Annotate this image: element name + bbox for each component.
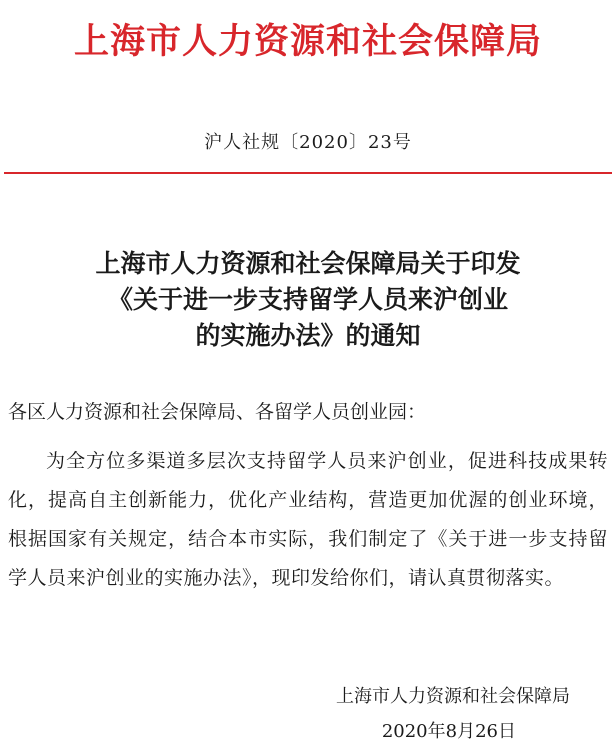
title-line-3: 的实施办法》的通知 <box>195 321 421 350</box>
document-title <box>0 246 616 354</box>
title-line-1: 上海市人力资源和社会保障局关于印发 <box>95 249 521 278</box>
body-paragraph: 为全方位多渠道多层次支持留学人员来沪创业，促进科技成果转化，提高自主创新能力，优化产业结构，营造更加优渥的创业环境，根据国家有关规定，结合本市实际，我们制定了《关于进一步支持留学人员来沪创业的实施办法》，现印发给你们，请认真贯彻落实。 <box>8 450 608 589</box>
addressee: 各区人力资源和社会保障局、各留学人员创业园： <box>8 401 427 423</box>
issue-date: 2020年8月26日 <box>381 721 516 742</box>
document-number: 沪人社规〔2020〕23号 <box>204 132 412 153</box>
red-divider-line <box>4 172 612 174</box>
title-line-2: 《关于进一步支持留学人员来沪创业 <box>107 285 508 314</box>
issuing-organization-header: 上海市人力资源和社会保障局 <box>73 21 542 62</box>
signature-organization: 上海市人力资源和社会保障局 <box>336 686 570 707</box>
